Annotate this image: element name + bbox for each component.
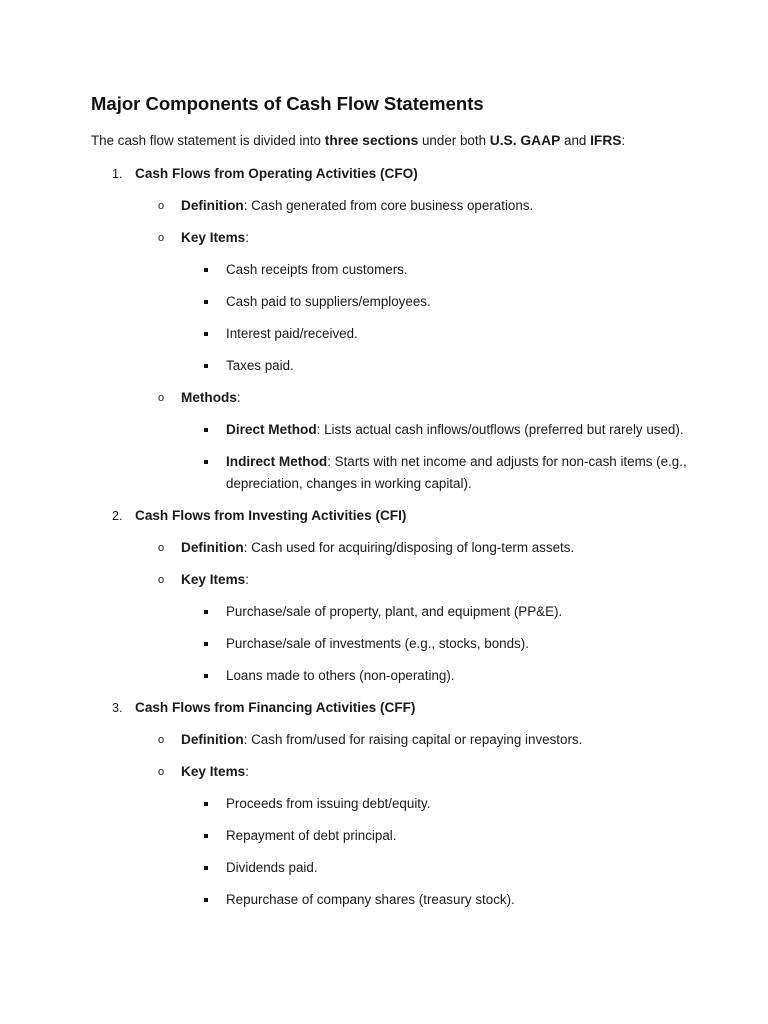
page-title: Major Components of Cash Flow Statements [91, 93, 484, 114]
square-bullet-icon [204, 428, 208, 432]
list-item: Proceeds from issuing debt/equity. [226, 796, 431, 811]
method-label: Direct Method [226, 422, 317, 437]
list-item: Loans made to others (non-operating). [226, 668, 455, 683]
square-bullet-icon [204, 802, 208, 806]
methods-line [181, 389, 241, 406]
method-label: Indirect Method [226, 454, 328, 469]
definition-text: : Cash generated from core business operations. [243, 198, 534, 213]
section-heading-cfo [135, 165, 418, 182]
circle-bullet-icon: o [158, 200, 165, 212]
square-bullet-icon [204, 898, 208, 902]
square-bullet-icon [204, 866, 208, 870]
square-bullet-icon [204, 834, 208, 838]
intro-text-1: The cash flow statement is divided into [91, 133, 325, 148]
intro-bold-three-sections: three sections [324, 133, 419, 148]
intro-text-3: and [560, 133, 591, 148]
intro-bold-ifrs: IFRS [590, 133, 622, 148]
definition-text: : Cash from/used for raising capital or repaying investors. [243, 732, 583, 747]
circle-bullet-icon: o [158, 766, 165, 778]
square-bullet-icon [204, 610, 208, 614]
list-item: Repurchase of company shares (treasury stock). [226, 892, 515, 907]
definition-text: : Cash used for acquiring/disposing of long-term assets. [243, 540, 575, 555]
definition-label: Definition [181, 198, 244, 213]
key-items-line [181, 571, 249, 588]
definition-line [181, 197, 533, 214]
methods-label: Methods [181, 390, 237, 405]
list-item: Dividends paid. [226, 860, 318, 875]
intro-bold-gaap: U.S. GAAP [489, 133, 561, 148]
list-item: Interest paid/received. [226, 326, 358, 341]
list-item: Purchase/sale of property, plant, and equipment (PP&E). [226, 604, 563, 619]
list-item: Repayment of debt principal. [226, 828, 397, 843]
circle-bullet-icon: o [158, 232, 165, 244]
key-items-label: Key Items [181, 764, 246, 779]
square-bullet-icon [204, 460, 208, 464]
square-bullet-icon [204, 268, 208, 272]
intro-text-4: : [621, 133, 626, 148]
key-items-colon: : [245, 764, 249, 779]
circle-bullet-icon: o [158, 734, 165, 746]
definition-label: Definition [181, 540, 244, 555]
method-text: : Starts with net income and adjusts for non-cash items (e.g., depreciation, changes in working capital). [226, 454, 687, 491]
square-bullet-icon [204, 332, 208, 336]
square-bullet-icon [204, 674, 208, 678]
list-item: Purchase/sale of investments (e.g., stocks, bonds). [226, 636, 529, 651]
intro-paragraph [91, 133, 625, 148]
intro-text-2: under both [418, 133, 490, 148]
square-bullet-icon [204, 642, 208, 646]
definition-line [181, 731, 582, 748]
key-items-colon: : [245, 572, 249, 587]
section-heading-text: Cash Flows from Investing Activities (CFI) [135, 508, 407, 523]
key-items-label: Key Items [181, 572, 246, 587]
square-bullet-icon [204, 364, 208, 368]
key-items-line [181, 229, 249, 246]
section-number: 2. [112, 509, 123, 523]
method-item-indirect [226, 451, 706, 495]
method-text: : Lists actual cash inflows/outflows (preferred but rarely used). [316, 422, 684, 437]
definition-label: Definition [181, 732, 244, 747]
section-heading-cff [135, 699, 415, 716]
circle-bullet-icon: o [158, 542, 165, 554]
square-bullet-icon [204, 300, 208, 304]
section-heading-cfi [135, 507, 406, 524]
list-item: Taxes paid. [226, 358, 294, 373]
methods-colon: : [236, 390, 241, 405]
list-item: Cash receipts from customers. [226, 262, 408, 277]
method-item-direct [226, 421, 684, 438]
section-number: 3. [112, 701, 123, 715]
section-heading-text: Cash Flows from Operating Activities (CFO) [135, 166, 418, 181]
definition-line [181, 539, 574, 556]
section-heading-text: Cash Flows from Financing Activities (CFF) [135, 700, 416, 715]
circle-bullet-icon: o [158, 574, 165, 586]
list-item: Cash paid to suppliers/employees. [226, 294, 431, 309]
section-number: 1. [112, 167, 123, 181]
circle-bullet-icon: o [158, 392, 165, 404]
key-items-colon: : [245, 230, 249, 245]
key-items-label: Key Items [181, 230, 246, 245]
key-items-line [181, 763, 249, 780]
